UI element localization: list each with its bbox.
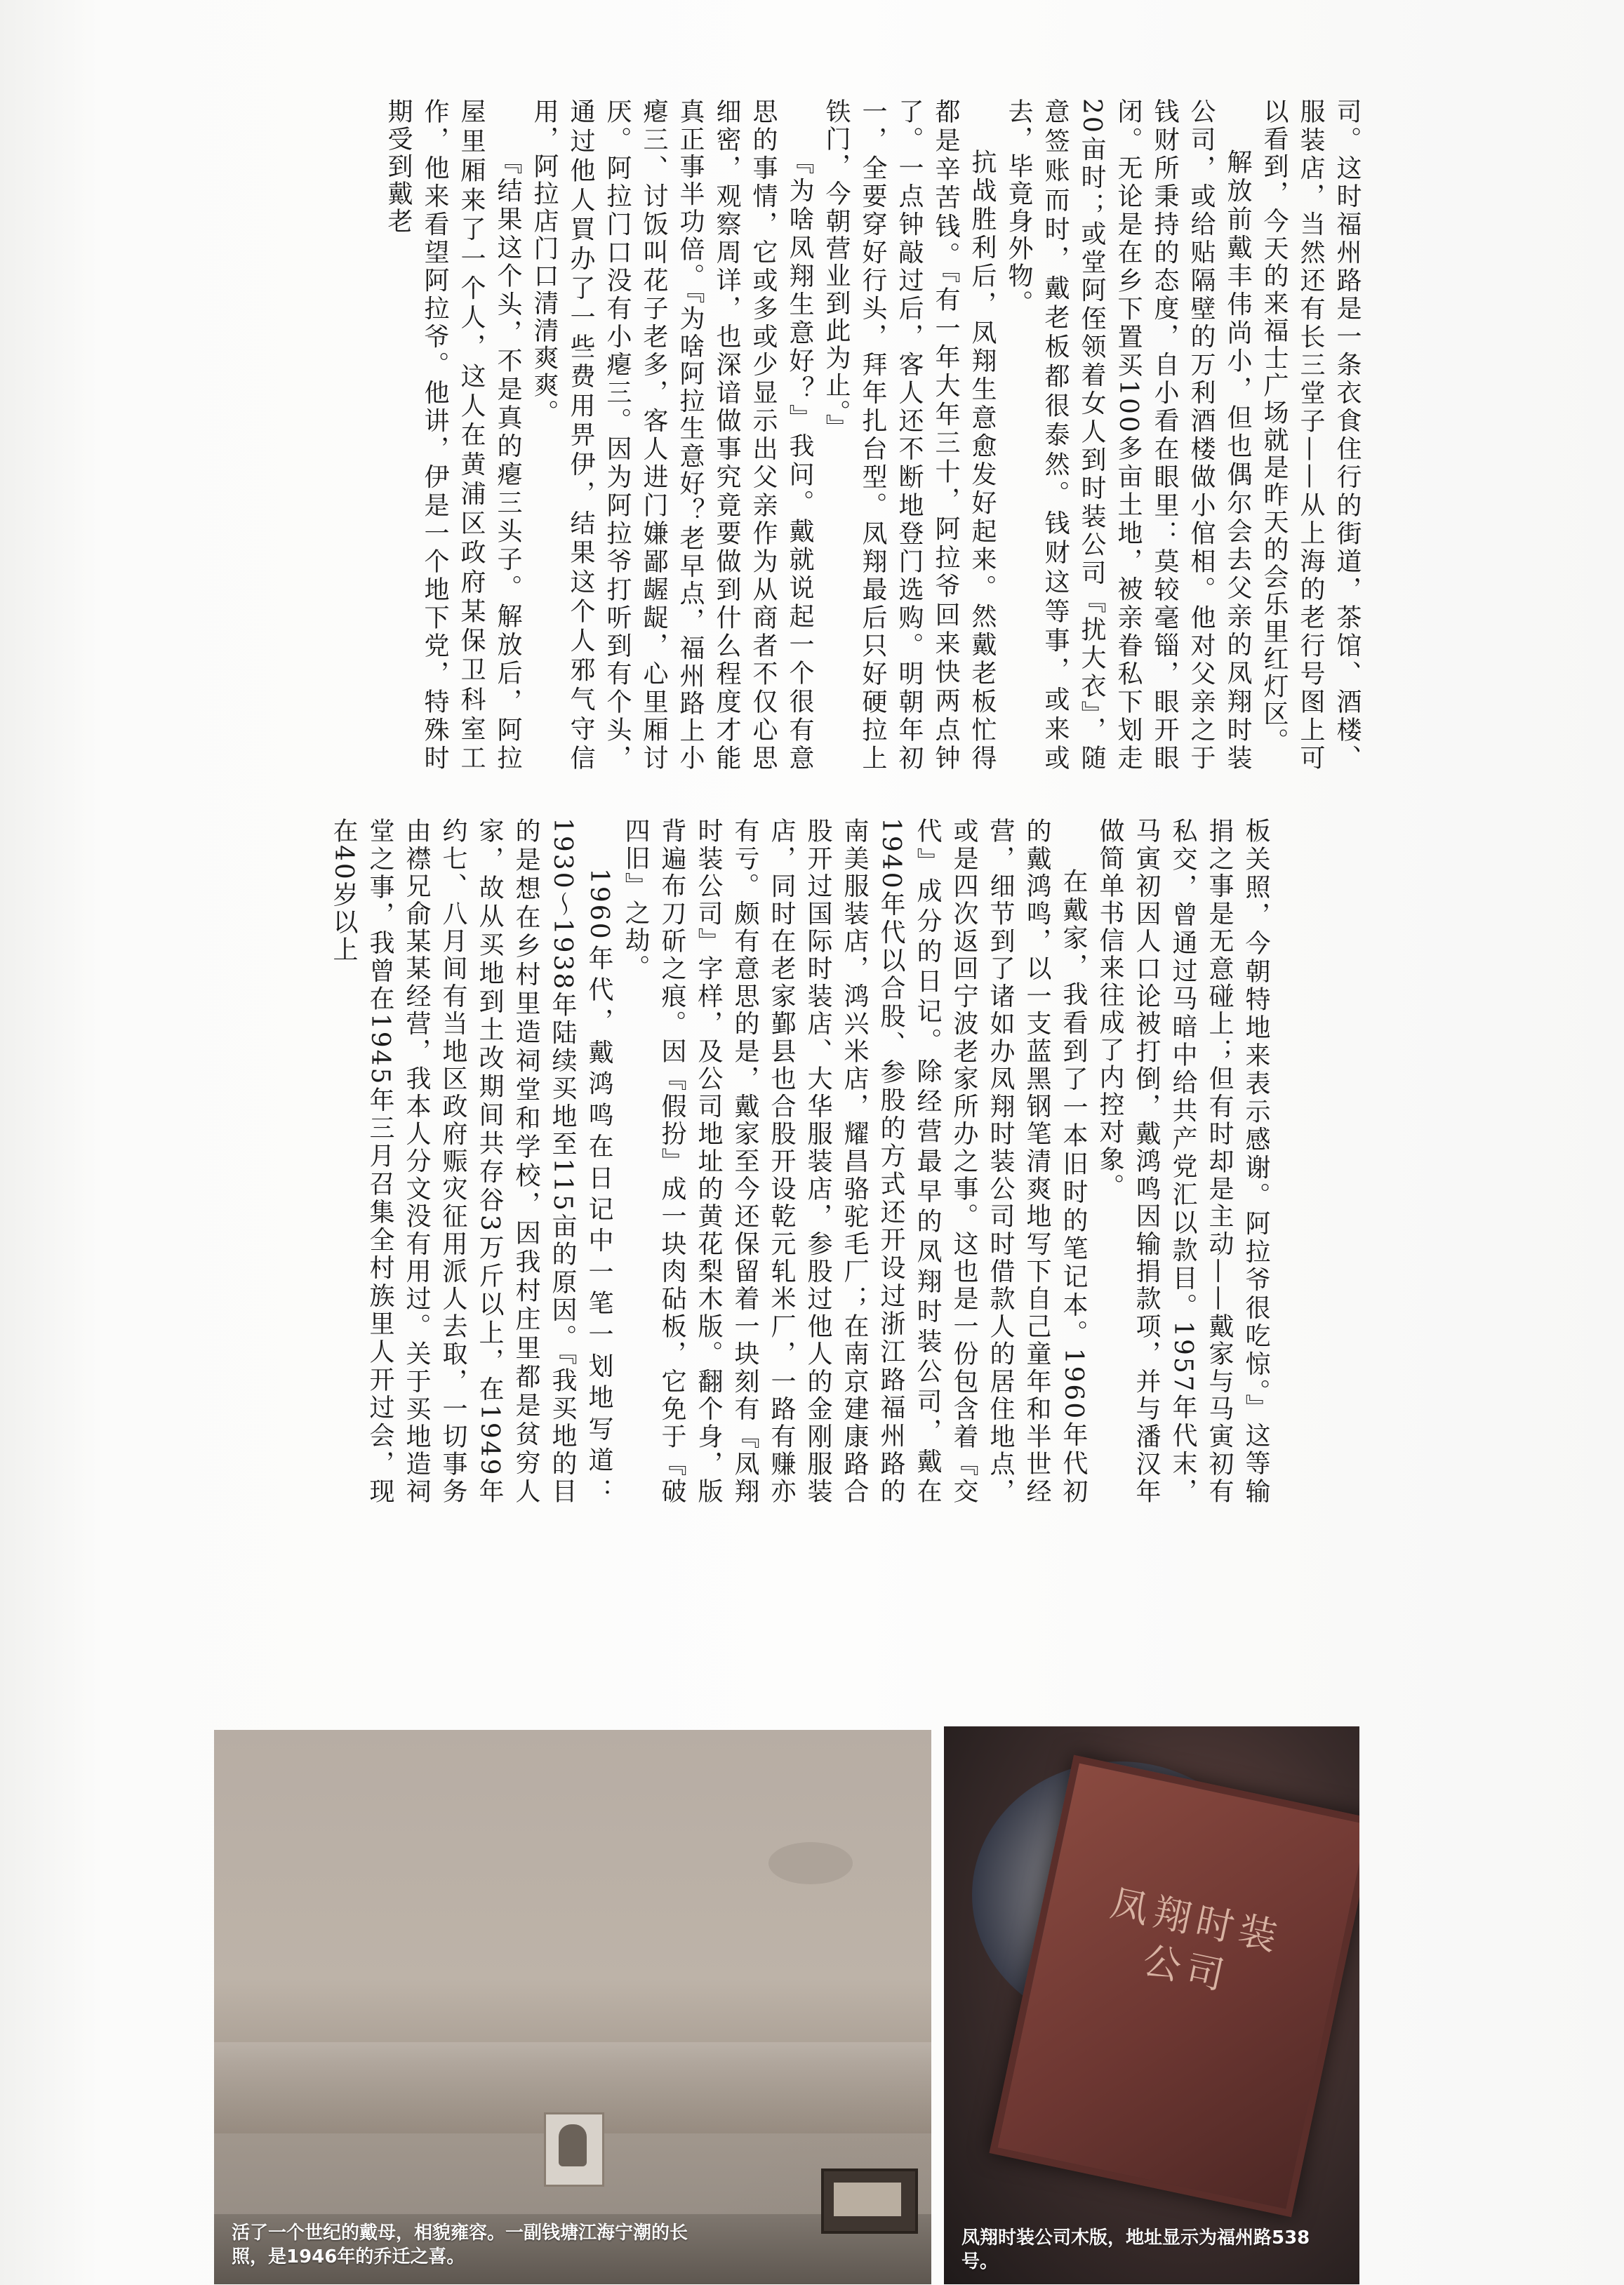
paragraph: 解放前戴丰伟尚小，但也偶尔会去父亲的凤翔时装公司，或给贴隔壁的万利酒楼做小倌相。他对父亲之于钱财所秉持的态度，自小看在眼里：莫较毫锱，眼开眼闭。无论是在乡下置买100多亩土地，被亲眷私下划走20亩时；或堂阿侄领着女人到时装公司『扰大衣』，随意签账而时，戴老板都很泰然。钱财这等事，或来或去，毕竟身外物。 bbox=[1004, 98, 1252, 772]
wall-stain bbox=[768, 1842, 853, 1884]
photo-woodblock bbox=[944, 1726, 1359, 2284]
woodblock-carving: 凤翔时装公司 bbox=[1107, 1880, 1286, 1999]
portrait-frame bbox=[544, 2112, 604, 2187]
portrait-figure bbox=[559, 2124, 587, 2166]
picture-content bbox=[834, 2183, 901, 2216]
paragraph: 抗战胜利后，凤翔生意愈发好起来。然戴老板忙得都是辛苦钱。『有一年大年三十，阿拉爷回来快两点钟了。一点钟敲过后，客人还不断地登门选购。明朝年初一，全要穿好行头，拜年扎台型。凤翔最后只好硬拉上铁门，今朝营业到此为止。』 bbox=[822, 98, 997, 772]
photo-room-with-portrait bbox=[214, 1730, 931, 2284]
paragraph: 1960年代，戴鸿鸣在日记中一笔一划地写道：1930～1938年陆续买地至115亩的原因。『我买地的目的是想在乡村里造祠堂和学校，因我村庄里都是贫穷人家，故从买地到土改期间共存谷3万斤以上，在1949年约七、八月间有当地区政府赈灾征用派人去取，一切事务由襟兄俞某某经营，我本人分文没有用过。关于买地造祠堂之事，我曾在1945年三月召集全村族里人开过会，现在40岁以上 bbox=[329, 818, 613, 1505]
picture-frame bbox=[821, 2169, 918, 2234]
photo-caption: 活了一个世纪的戴母，相貌雍容。一副钱塘江海宁潮的长照，是1946年的乔迁之喜。 bbox=[232, 2223, 688, 2267]
article-top-section bbox=[200, 98, 1365, 772]
paragraph: 在戴家，我看到了一本旧时的笔记本。1960年代初的戴鸿鸣，以一支蓝黑钢笔清爽地写下自己童年和半世经营，细节到了诸如办凤翔时装公司时借款人的居住地点，或是四次返回宁波老家所办之事。这也是一份包含着『交代』成分的日记。除经营最早的凤翔时装公司，戴在1940年代以合股、参股的方式还开设过浙江路福州路的南美服装店，鸿兴米店，耀昌骆驼毛厂；在南京建康路合股开过国际时装店、大华服装店，参股过他人的金刚服装店，同时在老家鄞县也合股开设乾元轧米厂，一路有赚亦有亏。颇有意思的是，戴家至今还保留着一块刻有『凤翔时装公司』字样，及公司地址的黄花梨木版。翻个身，版背遍布刀斫之痕。因『假扮』成一块肉砧板，它免于『破四旧』之劫。 bbox=[621, 818, 1088, 1505]
paragraph: 司。这时福州路是一条衣食住行的街道，茶馆、酒楼、服装店，当然还有长三堂子——从上海的老行号图上可以看到，今天的来福士广场就是昨天的会乐里红灯区。 bbox=[1260, 98, 1362, 772]
paragraph: 『结果这个头，不是真的瘪三头子。解放后，阿拉屋里厢来了一个人，这人在黄浦区政府某保卫科室工作，他来看望阿拉爷。他讲，伊是一个地下党，特殊时期受到戴老 bbox=[384, 98, 522, 772]
paragraph: 『为啥凤翔生意好？』我问。戴就说起一个很有意思的事情，它或多或少显示出父亲作为从商者不仅心思细密，观察周详，也深谙做事究竟要做到什么程度才能真正事半功倍。『为啥阿拉生意好？老早点，福州路上小瘪三、讨饭叫花子老多，客人进门嫌鄙龌龊，心里厢讨厌。阿拉门口没有小瘪三。因为阿拉爷打听到有个头，通过他人買办了一些费用畀伊，结果这个人邪气守信用，阿拉店门口清清爽爽。 bbox=[530, 98, 814, 772]
photo-caption: 凤翔时装公司木版，地址显示为福州路538号。 bbox=[961, 2227, 1310, 2272]
article-middle-section bbox=[200, 818, 1274, 1505]
paragraph: 板关照，今朝特地来表示感谢。阿拉爷很吃惊。』这等输捐之事是无意碰上；但有时却是主动——戴家与马寅初有私交，曾通过马暗中给共产党汇以款目。1957年代末，马寅初因人口论被打倒，戴鸿鸣因输捐款项，并与潘汉年做简单书信来往成了内控对象。 bbox=[1096, 818, 1270, 1505]
